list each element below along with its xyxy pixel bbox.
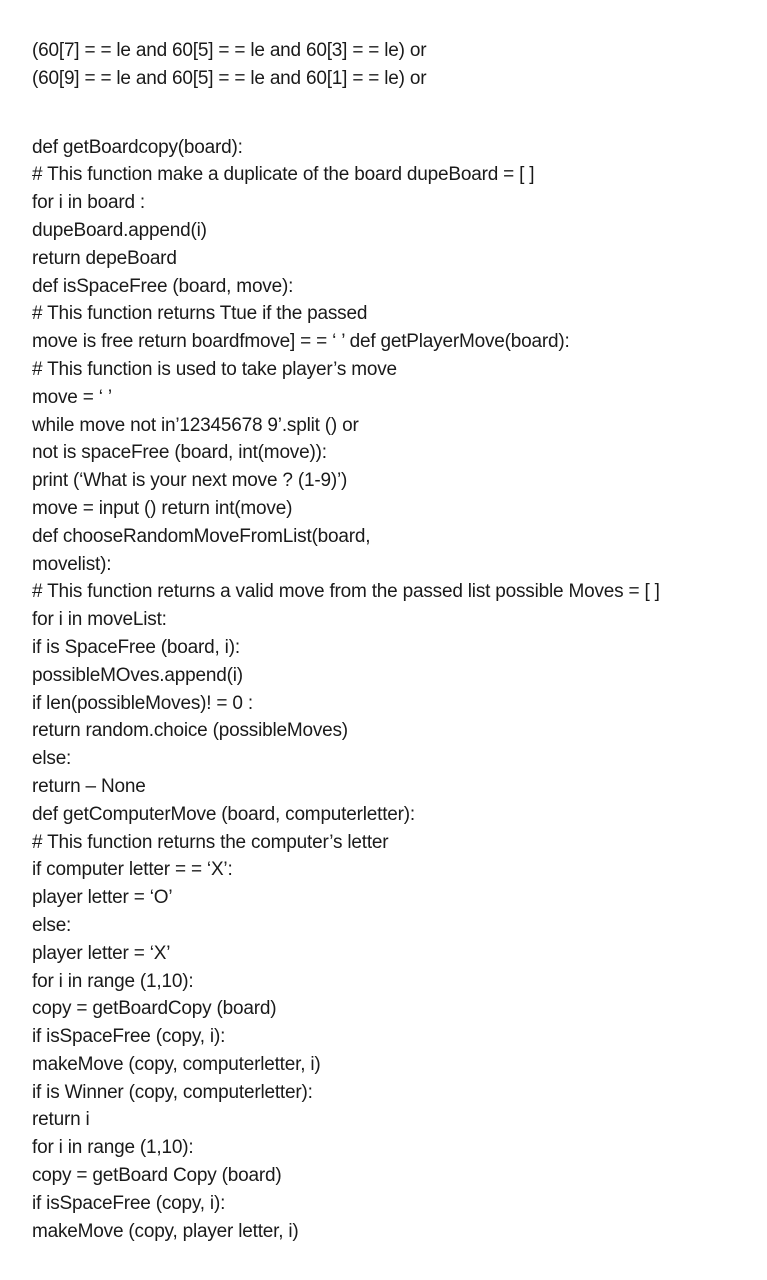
code-line: # This function returns Ttue if the passed bbox=[32, 303, 368, 325]
code-line: copy = getBoard Copy (board) bbox=[32, 1165, 282, 1187]
code-line: movelist): bbox=[32, 553, 112, 575]
code-line: def chooseRandomMoveFromList(board, bbox=[32, 525, 371, 547]
code-line: for i in range (1,10): bbox=[32, 1137, 194, 1159]
code-line: # This function returns the computer’s letter bbox=[32, 831, 389, 853]
code-line: (60[9] = = le and 60[5] = = le and 60[1] = = le) or bbox=[32, 67, 427, 89]
code-line: not is spaceFree (board, int(move)): bbox=[32, 442, 327, 464]
code-line: # This function returns a valid move from the passed list possible Moves = [ ] bbox=[32, 581, 660, 603]
blank-line bbox=[32, 93, 757, 134]
code-line: # This function is used to take player’s move bbox=[32, 358, 397, 380]
code-line: dupeBoard.append(i) bbox=[32, 219, 207, 241]
code-line: move = input () return int(move) bbox=[32, 497, 293, 519]
code-line: if is SpaceFree (board, i): bbox=[32, 636, 240, 658]
code-line: copy = getBoardCopy (board) bbox=[32, 998, 277, 1020]
code-line: else: bbox=[32, 914, 72, 936]
code-line: move is free return boardfmove] = = ‘ ’ def getPlayerMove(board): bbox=[32, 331, 570, 353]
code-line: if isSpaceFree (copy, i): bbox=[32, 1026, 226, 1048]
code-line: def getComputerMove (board, computerletter): bbox=[32, 803, 415, 825]
code-line: makeMove (copy, computerletter, i) bbox=[32, 1053, 321, 1075]
code-line: if isSpaceFree (copy, i): bbox=[32, 1192, 226, 1214]
code-line: player letter = ‘O’ bbox=[32, 887, 173, 909]
code-line: while move not in’12345678 9’.split () or bbox=[32, 414, 359, 436]
code-line: for i in range (1,10): bbox=[32, 970, 194, 992]
code-line: (60[7] = = le and 60[5] = = le and 60[3] = = le) or bbox=[32, 40, 427, 61]
code-line: if computer letter = = ‘X’: bbox=[32, 859, 233, 881]
code-line: print (‘What is your next move ? (1-9)’) bbox=[32, 470, 348, 492]
code-line: return depeBoard bbox=[32, 247, 177, 269]
code-line: makeMove (copy, player letter, i) bbox=[32, 1220, 299, 1242]
code-line: # This function make a duplicate of the board dupeBoard = [ ] bbox=[32, 164, 535, 186]
code-line: return random.choice (possibleMoves) bbox=[32, 720, 348, 742]
code-line: if len(possibleMoves)! = 0 : bbox=[32, 692, 253, 714]
code-listing bbox=[32, 37, 757, 1245]
code-line: move = ‘ ’ bbox=[32, 386, 112, 408]
code-line: def getBoardcopy(board): bbox=[32, 136, 243, 158]
code-line: player letter = ‘X’ bbox=[32, 942, 171, 964]
code-line: for i in moveList: bbox=[32, 609, 167, 631]
code-line: possibleMOves.append(i) bbox=[32, 664, 243, 686]
code-line: if is Winner (copy, computerletter): bbox=[32, 1081, 313, 1103]
code-line: return – None bbox=[32, 775, 146, 797]
code-line: def isSpaceFree (board, move): bbox=[32, 275, 294, 297]
code-line: return i bbox=[32, 1109, 90, 1131]
code-line: else: bbox=[32, 748, 72, 770]
code-line: for i in board : bbox=[32, 192, 145, 214]
